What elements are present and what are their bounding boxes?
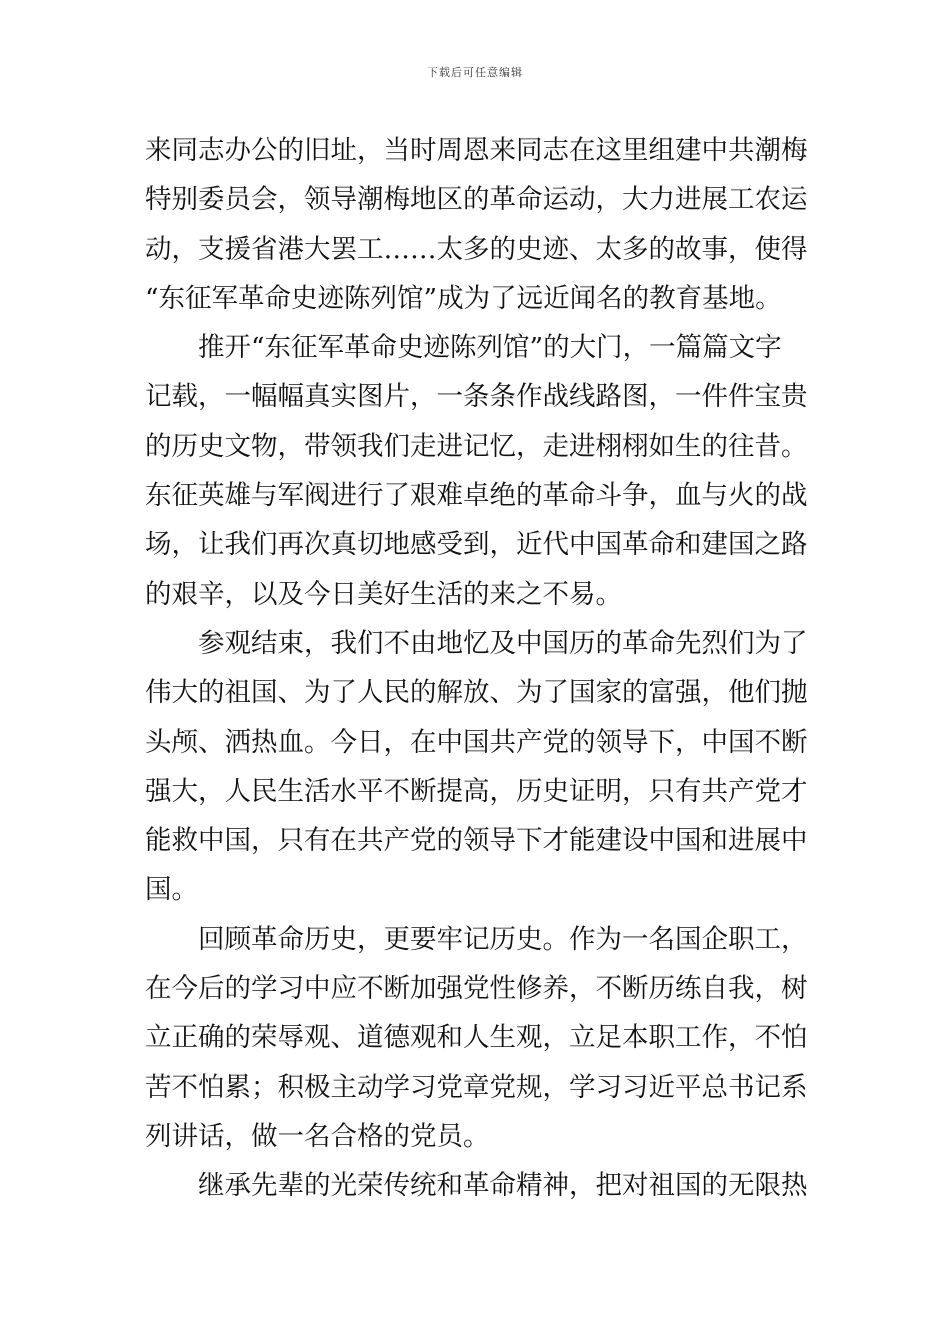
text-line: 推开“东征军革命史迹陈列馆”的大门，一篇篇文字 xyxy=(198,332,782,364)
text-line: 继承先辈的光荣传统和革命精神，把对祖国的无限热 xyxy=(198,1170,808,1202)
text-line: 记载，一幅幅真实图片，一条条作战线路图，一件件宝贵 xyxy=(145,381,808,413)
text-line: 来同志办公的旧址，当时周恩来同志在这里组建中共潮梅 xyxy=(145,135,808,166)
text-line: 能救中国，只有在共产党的领导下才能建设中国和进展中 xyxy=(145,825,808,857)
text-line: 特别委员会，领导潮梅地区的革命运动，大力进展工农运 xyxy=(145,184,808,216)
text-line: 苦不怕累；积极主动学习党章党规，学习习近平总书记系 xyxy=(145,1071,808,1103)
text-line: 国。 xyxy=(145,874,198,906)
text-line: 的历史文物，带领我们走进记忆，走进栩栩如生的往昔。 xyxy=(145,430,808,462)
text-line: “东征军革命史迹陈列馆”成为了远近闻名的教育基地。 xyxy=(145,282,782,314)
text-line: 在今后的学习中应不断加强党性修养，不断历练自我，树 xyxy=(145,973,808,1005)
text-line: 东征英雄与军阀进行了艰难卓绝的革命斗争，血与火的战 xyxy=(145,480,808,512)
body-text xyxy=(145,126,810,1211)
text-line: 场，让我们再次真切地感受到，近代中国革命和建国之路 xyxy=(145,529,808,561)
text-line: 伟大的祖国、为了人民的解放、为了国家的富强，他们抛 xyxy=(145,677,808,709)
text-line: 参观结束，我们不由地忆及中国历的革命先烈们为了 xyxy=(198,627,808,659)
text-line: 列讲话，做一名合格的党员。 xyxy=(145,1120,490,1152)
text-line: 动，支援省港大罢工……太多的史迹、太多的故事，使得 xyxy=(145,233,808,265)
text-line: 立正确的荣辱观、道德观和人生观，立足本职工作，不怕 xyxy=(145,1022,808,1054)
text-line: 回顾革命历史，更要牢记历史。作为一名国企职工， xyxy=(198,923,808,955)
text-line: 强大，人民生活水平不断提高，历史证明，只有共产党才 xyxy=(145,775,808,807)
text-line: 的艰辛，以及今日美好生活的来之不易。 xyxy=(145,578,622,610)
page-header: 下载后可任意编辑 xyxy=(427,66,523,79)
text-line: 头颅、洒热血。今日，在中国共产党的领导下，中国不断 xyxy=(145,726,808,758)
